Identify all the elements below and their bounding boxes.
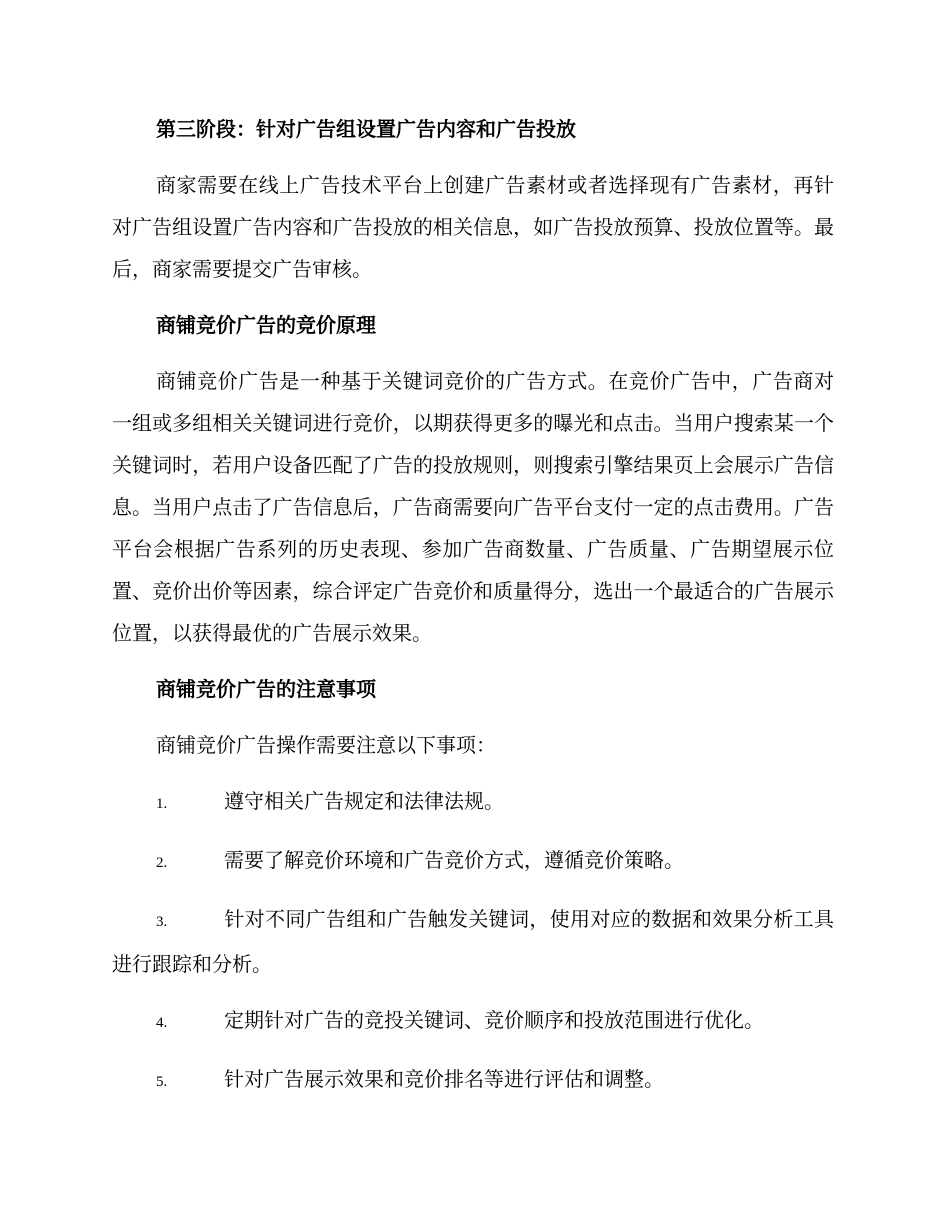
paragraph-stage-three: 商家需要在线上广告技术平台上创建广告素材或者选择现有广告素材，再针对广告组设置广告内容和广告投放的相关信息，如广告投放预算、投放位置等。最后，商家需要提交广告审核。 bbox=[112, 173, 834, 281]
list-item-number: 2. bbox=[156, 855, 168, 871]
section-heading-bidding-principle: 商铺竞价广告的竞价原理 bbox=[156, 313, 376, 337]
list-item bbox=[112, 898, 834, 985]
precautions-list bbox=[112, 780, 834, 1103]
list-item bbox=[112, 839, 834, 884]
list-item bbox=[112, 1058, 834, 1103]
list-item-number: 3. bbox=[156, 914, 168, 930]
list-item-number: 1. bbox=[156, 796, 168, 812]
document-body bbox=[112, 108, 834, 1117]
paragraph-precautions-intro: 商铺竞价广告操作需要注意以下事项： bbox=[156, 733, 496, 757]
paragraph-bidding-principle: 商铺竞价广告是一种基于关键词竞价的广告方式。在竞价广告中，广告商对一组或多组相关关键词进行竞价，以期获得更多的曝光和点击。当用户搜索某一个关键词时，若用户设备匹配了广告的投放规则，则搜索引擎结果页上会展示广告信息。当用户点击了广告信息后，广告商需要向广告平台支付一定的点击费用。广告平台会根据广告系列的历史表现、参加广告商数量、广告质量、广告期望展示位置、竞价出价等因素，综合评定广告竞价和质量得分，选出一个最适合的广告展示位置，以获得最优的广告展示效果。 bbox=[112, 369, 834, 645]
list-item-text: 针对广告展示效果和竞价排名等进行评估和调整。 bbox=[224, 1067, 664, 1091]
list-item-text: 遵守相关广告规定和法律法规。 bbox=[224, 789, 504, 813]
list-item-text: 定期针对广告的竞投关键词、竞价顺序和投放范围进行优化。 bbox=[224, 1008, 764, 1032]
list-item bbox=[112, 999, 834, 1044]
list-item-text: 需要了解竞价环境和广告竞价方式，遵循竞价策略。 bbox=[224, 848, 684, 872]
list-item-number: 4. bbox=[156, 1015, 168, 1031]
list-item-text: 针对不同广告组和广告触发关键词，使用对应的数据和效果分析工具进行跟踪和分析。 bbox=[112, 907, 834, 976]
list-item-number: 5. bbox=[156, 1074, 168, 1090]
list-item bbox=[112, 780, 834, 825]
section-heading-stage-three: 第三阶段：针对广告组设置广告内容和广告投放 bbox=[156, 117, 576, 141]
section-heading-precautions: 商铺竞价广告的注意事项 bbox=[156, 677, 376, 701]
